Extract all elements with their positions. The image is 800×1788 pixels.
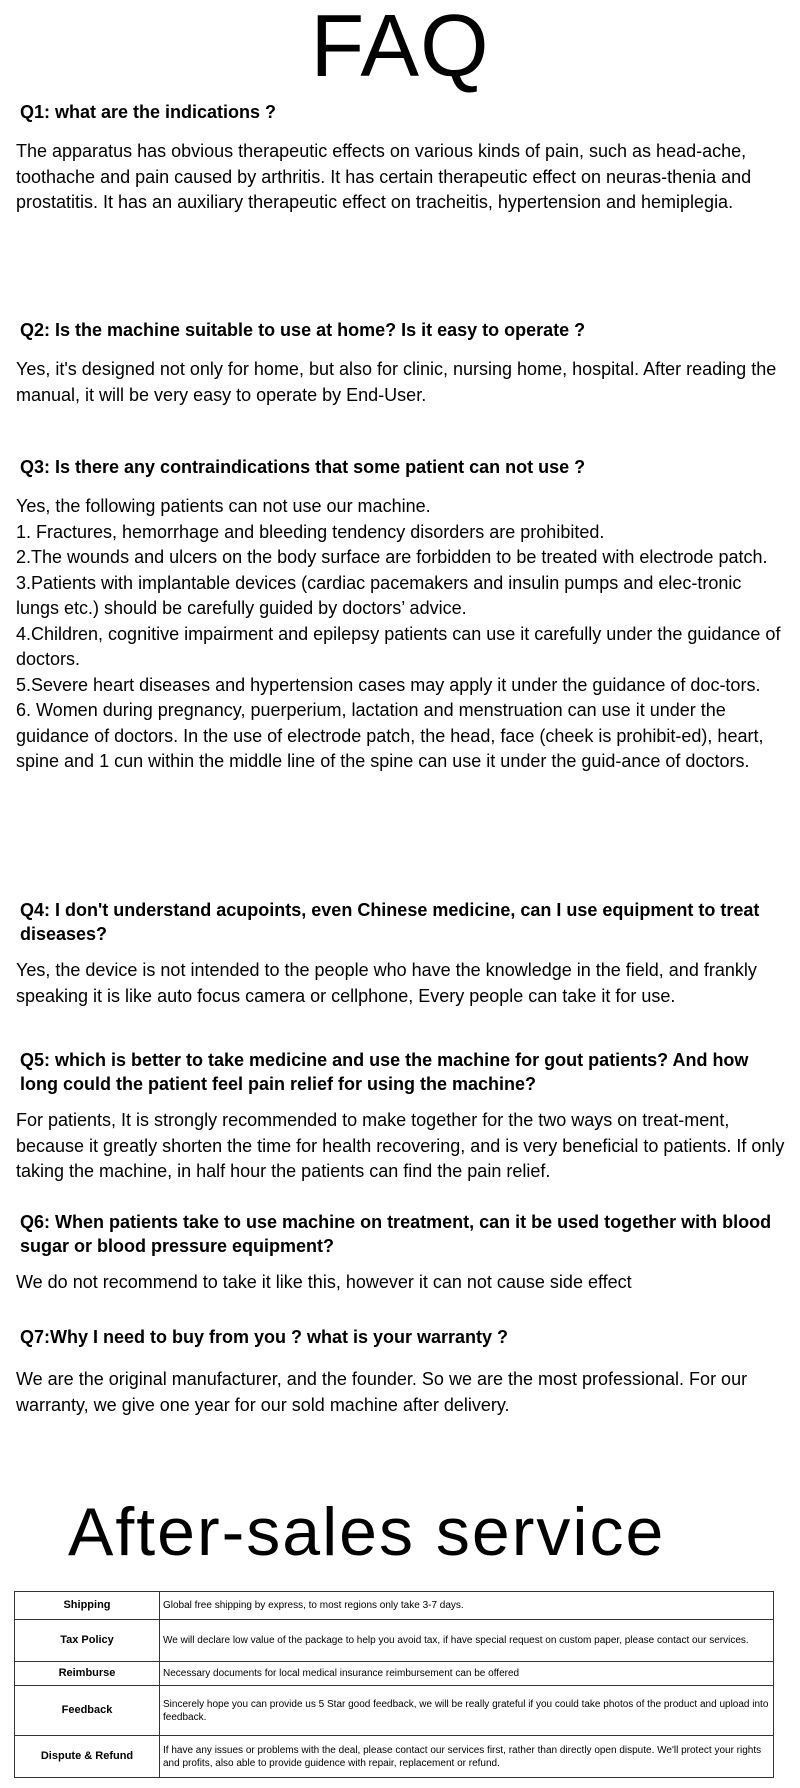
faq-answer-3-para-6: 5.Severe heart diseases and hypertension cases may apply it under the guidance of doc-tors. — [16, 674, 761, 695]
faq-question-7: Q7:Why I need to buy from you ? what is your warranty ? — [20, 1327, 509, 1347]
faq-answer-5 — [16, 1108, 786, 1185]
faq-question-1: Q1: what are the indications ? — [20, 102, 277, 122]
faq-item-5 — [16, 1048, 786, 1185]
faq-question-6: Q6: When patients take to use machine on treatment, can it be used together with blood sugar or blood pressure equipment? — [20, 1212, 772, 1256]
faq-answer-1-para-1: The apparatus has obvious therapeutic effects on various kinds of pain, such as head-ache, toothache and pain caused by arthritis. It has certain therapeutic effect on neuras-thenia and prostatitis. It has an auxiliary therapeutic effect on tracheitis, hypertension and hemiplegia. — [16, 141, 752, 212]
faq-answer-7-para-1: We are the original manufacturer, and the founder. So we are the most professional. For our warranty, we give one year for our sold machine after delivery. — [16, 1369, 748, 1415]
faq-question-5: Q5: which is better to take medicine and use the machine for gout patients? And how long could the patient feel pain relief for using the machine? — [20, 1050, 749, 1094]
table-row — [15, 1686, 774, 1736]
faq-item-2 — [16, 318, 786, 408]
table-row — [15, 1662, 774, 1686]
service-label-feedback: Feedback — [15, 1686, 160, 1736]
service-text-reimburse: Necessary documents for local medical insurance reimbursement can be offered — [160, 1662, 774, 1686]
service-table — [14, 1591, 774, 1778]
after-sales-title: After-sales service — [68, 1494, 666, 1570]
faq-answer-3-para-5: 4.Children, cognitive impairment and epilepsy patients can use it carefully under the guidance of doctors. — [16, 623, 781, 669]
faq-answer-1 — [16, 139, 786, 216]
faq-title: FAQ — [310, 0, 490, 95]
faq-item-4 — [16, 898, 786, 1009]
faq-answer-4 — [16, 958, 786, 1009]
service-label-dispute-refund: Dispute & Refund — [15, 1736, 160, 1778]
service-text-feedback: Sincerely hope you can provide us 5 Star good feedback, we will be really grateful if you could take photos of the product and upload into feedback. — [160, 1686, 774, 1736]
faq-answer-3-para-3: 2.The wounds and ulcers on the body surface are forbidden to be treated with electrode patch. — [16, 547, 768, 567]
faq-answer-3-para-7: 6. Women during pregnancy, puerperium, lactation and menstruation can use it under the guidance of doctors. In the use of electrode patch, the head, face (cheek is prohibit-ed), heart, spine and 1 cun within the middle line of the spine can use it under the guid-ance of doctors. — [16, 700, 764, 771]
service-text-tax-policy: We will declare low value of the package to help you avoid tax, if have special request on custom paper, please contact our services. — [160, 1620, 774, 1662]
table-row — [15, 1620, 774, 1662]
faq-item-3 — [16, 455, 786, 775]
faq-question-3: Q3: Is there any contraindications that some patient can not use ? — [20, 457, 586, 477]
faq-answer-2-para-1: Yes, it's designed not only for home, but also for clinic, nursing home, hospital. After reading the manual, it will be very easy to operate by End-User. — [16, 359, 777, 405]
faq-item-1 — [16, 100, 786, 216]
faq-answer-6-para-1: We do not recommend to take it like this, however it can not cause side effect — [16, 1272, 632, 1292]
service-label-tax-policy: Tax Policy — [15, 1620, 160, 1662]
faq-question-4: Q4: I don't understand acupoints, even Chinese medicine, can I use equipment to treat diseases? — [20, 900, 760, 944]
faq-answer-3-para-4: 3.Patients with implantable devices (cardiac pacemakers and insulin pumps and elec-tronic lungs etc.) should be carefully guided by doctors’ advice. — [16, 572, 742, 618]
service-label-reimburse: Reimburse — [15, 1662, 160, 1686]
faq-answer-2 — [16, 357, 786, 408]
faq-question-2: Q2: Is the machine suitable to use at home? Is it easy to operate ? — [20, 320, 586, 340]
service-text-dispute-refund: If have any issues or problems with the deal, please contact our services first, rather than directly open dispute. We'll protect your rights and profits, also able to provide guidence with repair, replacement or refund. — [160, 1736, 774, 1778]
faq-item-6 — [16, 1210, 786, 1296]
faq-item-7 — [16, 1325, 786, 1418]
faq-answer-7 — [16, 1367, 786, 1418]
faq-answer-4-para-1: Yes, the device is not intended to the people who have the knowledge in the field, and frankly speaking it is like auto focus camera or cellphone, Every people can take it for use. — [16, 960, 757, 1006]
faq-answer-6 — [16, 1270, 786, 1296]
faq-answer-3-para-2: 1. Fractures, hemorrhage and bleeding tendency disorders are prohibited. — [16, 521, 605, 542]
table-row — [15, 1736, 774, 1778]
service-label-shipping: Shipping — [15, 1592, 160, 1620]
table-row — [15, 1592, 774, 1620]
service-text-shipping: Global free shipping by express, to most regions only take 3-7 days. — [160, 1592, 774, 1620]
faq-answer-3-para-1: Yes, the following patients can not use our machine. — [16, 496, 431, 516]
faq-answer-3 — [16, 494, 786, 775]
faq-answer-5-para-1: For patients, It is strongly recommended to make together for the two ways on treat-ment, because it greatly shorten the time for health recovering, and is very beneficial to patients. If only taking the machine, in half hour the patients can find the pain relief. — [16, 1110, 785, 1181]
